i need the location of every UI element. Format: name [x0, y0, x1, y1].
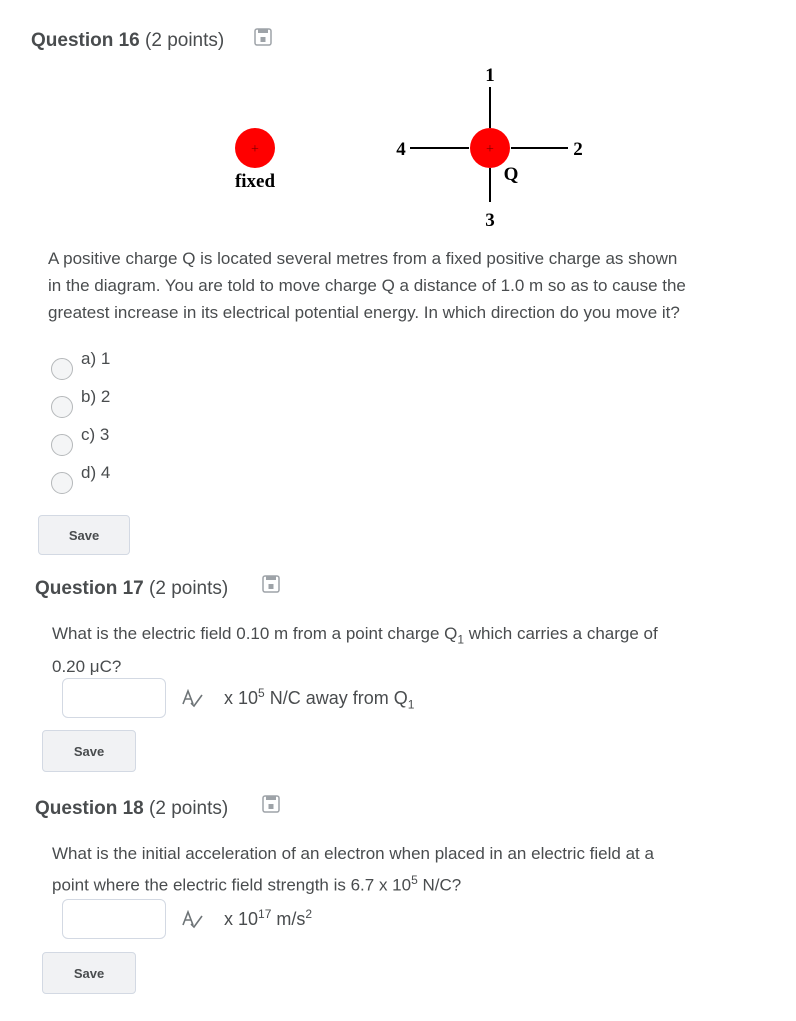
floppy-disk-icon[interactable] [262, 795, 280, 813]
question-18-answer-input[interactable] [62, 899, 166, 939]
question-17-text [52, 620, 782, 680]
question-18-text-line: What is the initial acceleration of an electron when placed in an electric field at a [52, 844, 654, 863]
question-17-text-part: What is the electric field 0.10 m from a point charge Q [52, 624, 458, 643]
option-c-label: c) 3 [81, 425, 110, 444]
question-18-header [35, 798, 228, 820]
question-17-title: Question 17 [35, 578, 144, 599]
question-18-save-button[interactable]: Save [42, 952, 136, 994]
unit-exponent: 17 [258, 907, 272, 921]
question-17-unit [224, 686, 414, 712]
spell-check-icon[interactable] [182, 910, 204, 930]
floppy-disk-icon[interactable] [262, 575, 280, 593]
option-a[interactable] [51, 343, 110, 381]
question-16-text [48, 245, 788, 326]
charge-q-label: Q [503, 164, 519, 185]
option-d-label: d) 4 [81, 463, 111, 482]
question-18-unit [224, 907, 312, 930]
question-16-points: (2 points) [145, 30, 225, 51]
question-18-title: Question 18 [35, 798, 144, 819]
fixed-charge-sign: + [251, 142, 259, 157]
fixed-label: fixed [234, 171, 276, 192]
question-16-title: Question 16 [31, 30, 140, 51]
unit-exponent: 2 [305, 907, 313, 921]
radio-c[interactable] [51, 434, 73, 456]
question-17-text-line [52, 620, 782, 653]
question-16-save-button[interactable]: Save [38, 515, 130, 555]
unit-part: x 10 [224, 688, 259, 708]
question-18-text-part: N/C? [417, 875, 462, 895]
question-18-points: (2 points) [149, 798, 229, 819]
question-17-header [35, 578, 228, 600]
question-17-save-button[interactable]: Save [42, 730, 136, 772]
question-16-text-line: A positive charge Q is located several metres from a fixed positive charge as shown [48, 249, 678, 268]
question-16-header [31, 30, 224, 52]
direction-1-label: 1 [485, 65, 495, 86]
direction-2-label: 2 [573, 139, 583, 160]
question-17-answer-input[interactable] [62, 678, 166, 718]
question-17-points: (2 points) [149, 578, 229, 599]
question-18-text [52, 840, 782, 899]
option-c[interactable] [51, 419, 110, 457]
unit-part: x 10 [224, 909, 259, 929]
spell-check-icon[interactable] [182, 689, 204, 709]
charge-diagram [220, 60, 600, 235]
question-18-text-line [52, 867, 782, 899]
radio-d[interactable] [51, 472, 73, 494]
option-b-label: b) 2 [81, 387, 111, 406]
unit-part: N/C away from Q [264, 688, 408, 708]
question-17-text-part: which carries a charge of [464, 624, 658, 643]
question-18-text-part: point where the electric field strength is 6.7 x 10 [52, 875, 412, 895]
question-17-text-line: 0.20 μC? [52, 657, 122, 677]
question-16-text-line: greatest increase in its electrical potential energy. In which direction do you move it? [48, 303, 680, 322]
unit-subscript: 1 [407, 697, 415, 712]
unit-part: m/s [271, 909, 306, 929]
radio-a[interactable] [51, 358, 73, 380]
option-b[interactable] [51, 381, 110, 419]
question-16-options [51, 343, 110, 495]
radio-b[interactable] [51, 396, 73, 418]
subscript-1: 1 [457, 632, 465, 647]
charge-q-sign: + [486, 142, 494, 157]
direction-3-label: 3 [485, 210, 495, 231]
unit-exponent: 5 [258, 686, 265, 700]
option-d[interactable] [51, 457, 110, 495]
direction-4-label: 4 [396, 139, 406, 160]
question-16-text-line: in the diagram. You are told to move charge Q a distance of 1.0 m so as to cause the [48, 276, 686, 295]
floppy-disk-icon[interactable] [254, 28, 272, 46]
option-a-label: a) 1 [81, 349, 111, 368]
superscript-5: 5 [411, 873, 418, 887]
